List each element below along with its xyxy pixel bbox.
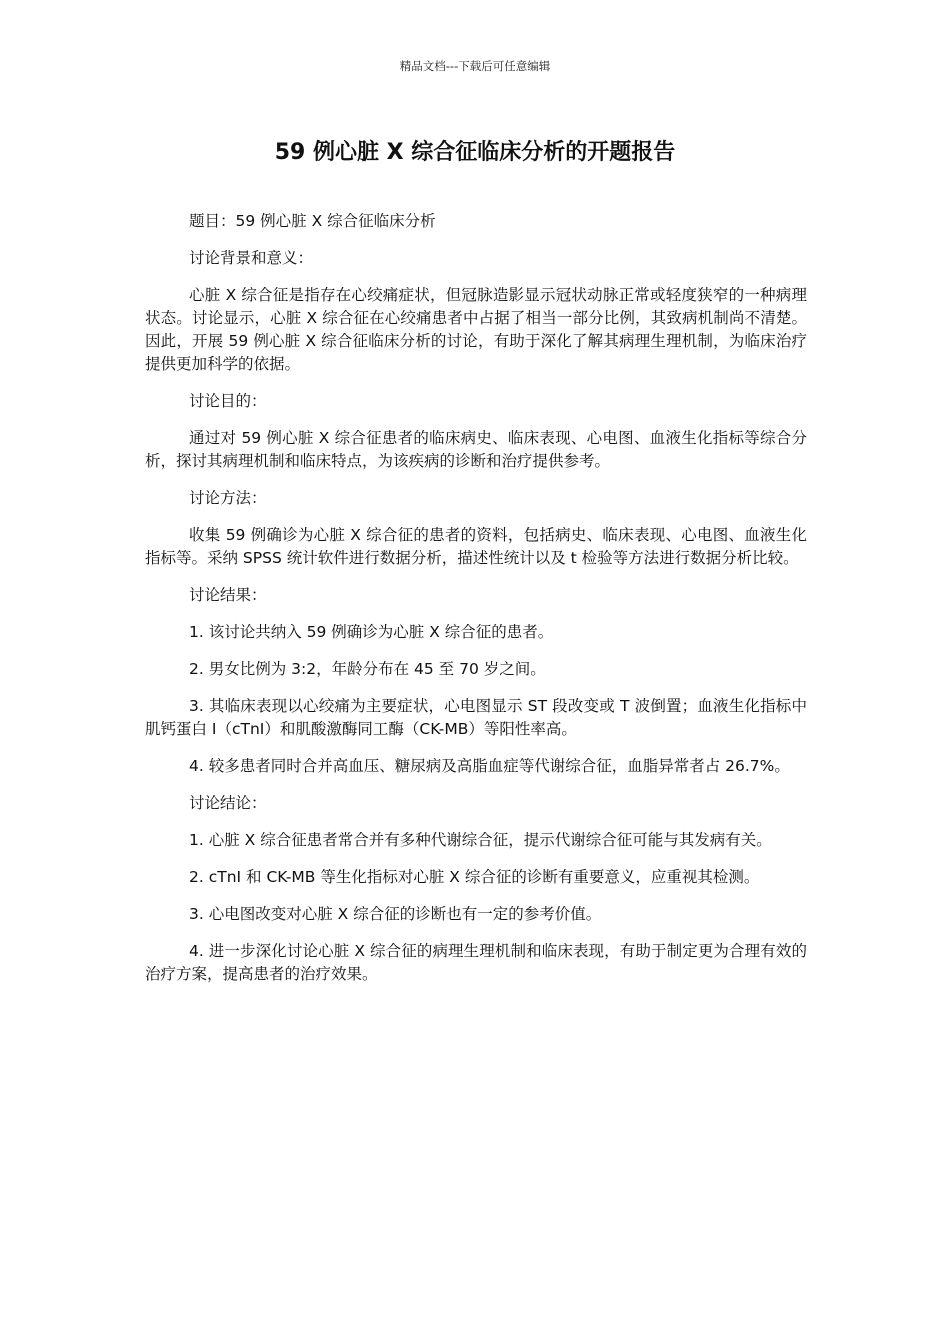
topic-line: 题目：59 例心脏 X 综合征临床分析 xyxy=(189,212,436,230)
purpose-paragraph: 通过对 59 例心脏 X 综合征患者的临床病史、临床表现、心电图、血液生化指标等综合分析，探讨其病理机制和临床特点，为该疾病的诊断和治疗提供参考。 xyxy=(145,429,807,470)
result-item: 1. 该讨论共纳入 59 例确诊为心脏 X 综合征的患者。 xyxy=(189,623,554,641)
section-heading-background: 讨论背景和意义： xyxy=(189,249,314,267)
section-heading-purpose: 讨论目的： xyxy=(189,392,267,410)
result-item: 4. 较多患者同时合并高血压、糖尿病及高脂血症等代谢综合征，血脂异常者占 26.7%。 xyxy=(189,757,790,775)
conclusion-item: 1. 心脏 X 综合征患者常合并有多种代谢综合征，提示代谢综合征可能与其发病有关。 xyxy=(189,831,772,849)
conclusion-item: 4. 进一步深化讨论心脏 X 综合征的病理生理机制和临床表现，有助于制定更为合理有效的治疗方案，提高患者的治疗效果。 xyxy=(145,942,807,983)
background-paragraph: 心脏 X 综合征是指存在心绞痛症状，但冠脉造影显示冠状动脉正常或轻度狭窄的一种病理状态。讨论显示，心脏 X 综合征在心绞痛患者中占据了相当一部分比例，其致病机制尚不清楚。因此，开展 59 例心脏 X 综合征临床分析的讨论，有助于深化了解其病理生理机制，为临床治疗提供更加科学的依据。 xyxy=(145,286,807,373)
result-item: 2. 男女比例为 3:2，年龄分布在 45 至 70 岁之间。 xyxy=(189,660,546,678)
page-header-note: 精品文档---下载后可任意编辑 xyxy=(399,59,551,73)
section-heading-results: 讨论结果： xyxy=(189,586,267,604)
document-title: 59 例心脏 X 综合征临床分析的开题报告 xyxy=(274,140,676,165)
result-item: 3. 其临床表现以心绞痛为主要症状，心电图显示 ST 段改变或 T 波倒置；血液生化指标中肌钙蛋白 I（cTnI）和肌酸激酶同工酶（CK-MB）等阳性率高。 xyxy=(145,697,807,738)
section-heading-conclusion: 讨论结论： xyxy=(189,794,267,812)
conclusion-item: 2. cTnI 和 CK-MB 等生化指标对心脏 X 综合征的诊断有重要意义，应重视其检测。 xyxy=(189,868,760,886)
method-paragraph: 收集 59 例确诊为心脏 X 综合征的患者的资料，包括病史、临床表现、心电图、血液生化指标等。采纳 SPSS 统计软件进行数据分析，描述性统计以及 t 检验等方法进行数据分析比较。 xyxy=(145,526,807,567)
conclusion-item: 3. 心电图改变对心脏 X 综合征的诊断也有一定的参考价值。 xyxy=(189,905,602,923)
document-body xyxy=(145,210,807,1000)
section-heading-method: 讨论方法： xyxy=(189,489,267,507)
